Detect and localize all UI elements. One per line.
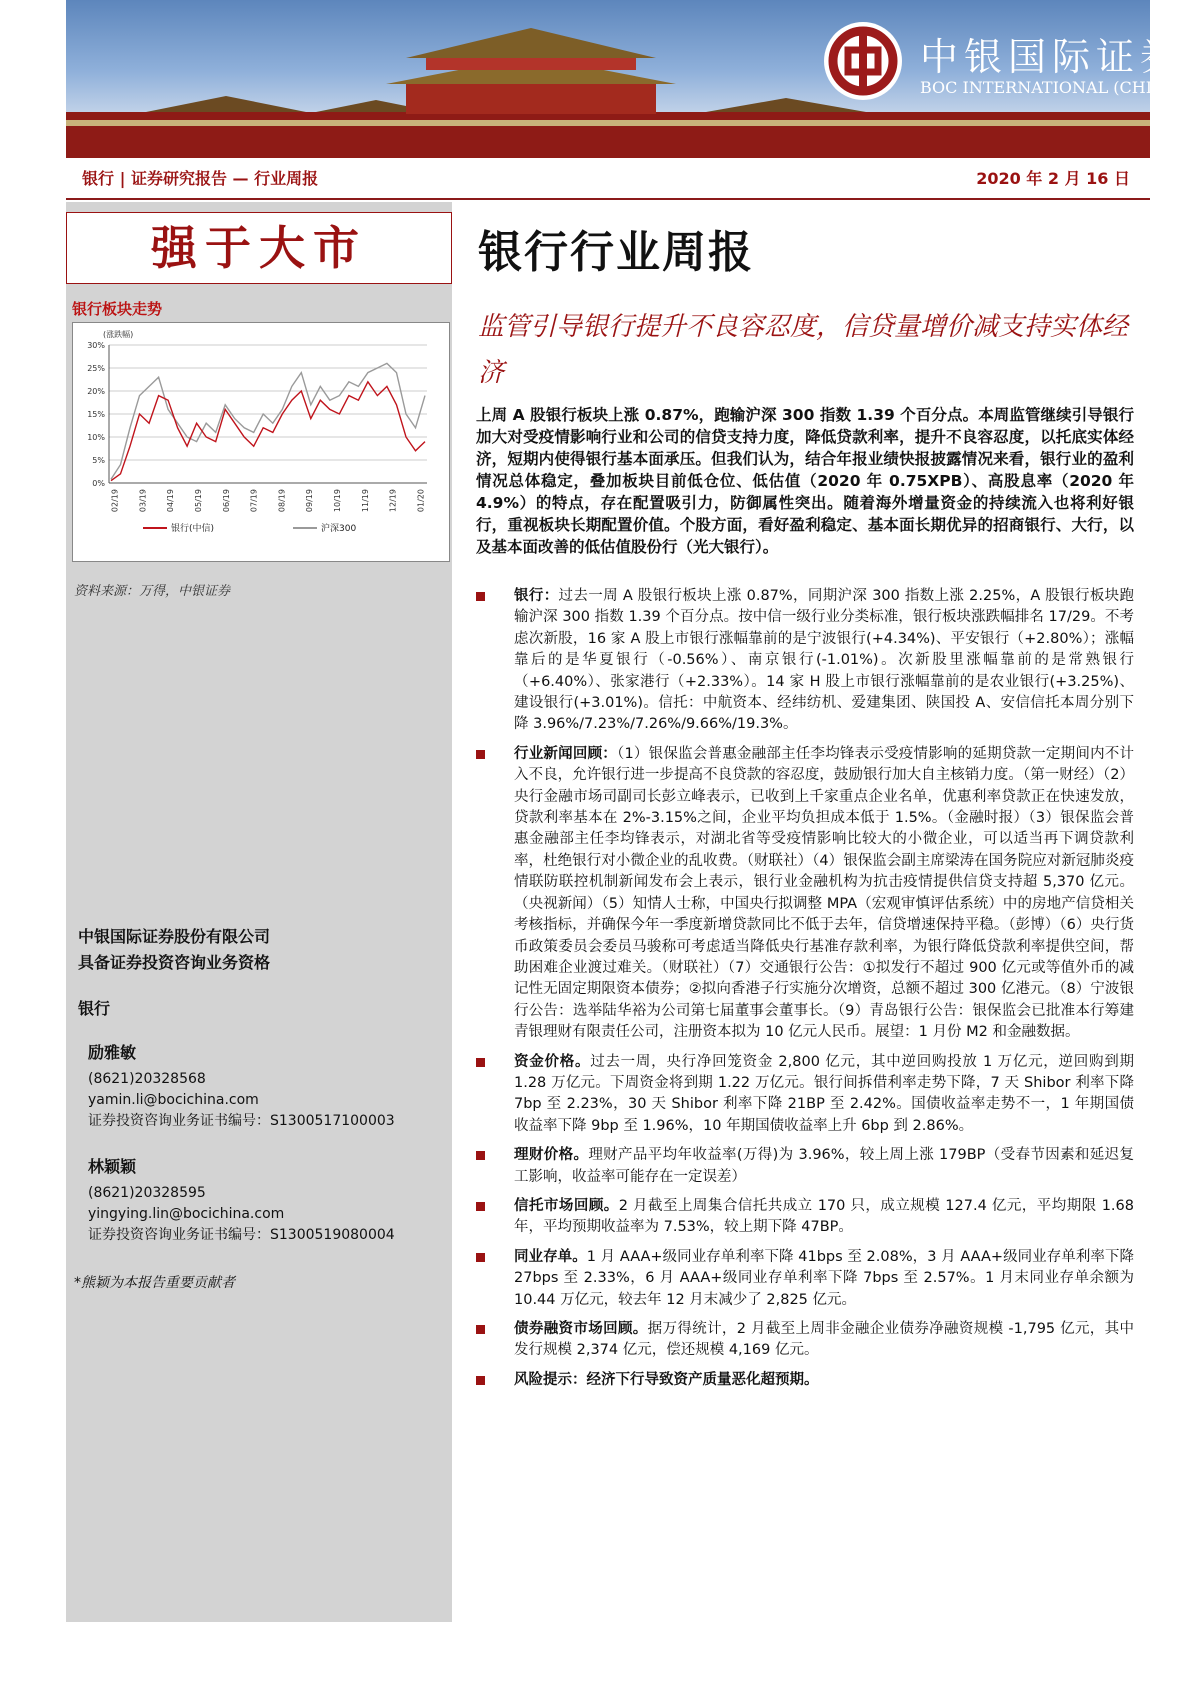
list-item (476, 1052, 1134, 1138)
analyst-cert: 证券投资咨询业务证书编号：S1300519080004 (88, 1227, 395, 1243)
bullet-text: 据万得统计，2 月截至上周非金融企业债券净融资规模 -1,795 亿元，其中发行规模 2,374 亿元，偿还规模 4,169 亿元。 (514, 1321, 1135, 1359)
bullet-text: 过去一周 A 股银行板块上涨 0.87%，同期沪深 300 指数上涨 2.25%，A 股银行板块跑输沪深 300 指数 1.39 个百分点。按中信一级行业分类标准，银行板块涨跌幅排名 17/29。不考虑次新股，16 家 A 股上市银行涨幅靠前的是宁波银行(+4.34%)、平安银行（+2.80%）；涨幅靠后的是华夏银行（-0.56%）、南京银行(-1.01%)。次新股里涨幅靠前的是常熟银行（+6.40%）、张家港行（+2.33%）。14 家 H 股上市银行涨幅靠前的是农业银行(+3.25%)、建设银行(+3.01%)。信托：中航资本、经纬纺机、爱建集团、陕国投 A、安信信托本周分别下降 3.96%/7.23%/7.26%/9.66%/19.3%。 (514, 588, 1135, 733)
x-tick-label: 09/19 (305, 489, 315, 513)
list-item (476, 1247, 1134, 1311)
chart-label: 银行板块走势 (72, 300, 163, 318)
company-logo (824, 22, 1204, 112)
rating-box: 强于大市 (66, 212, 452, 284)
y-tick-label: 20% (87, 387, 105, 396)
bullet-list (476, 586, 1134, 1399)
bullet-heading: 债券融资市场回顾。 (514, 1321, 648, 1337)
x-tick-label: 10/19 (333, 489, 343, 513)
series-line (111, 382, 425, 481)
logo-emblem-icon (824, 22, 902, 100)
report-date: 2020 年 2 月 16 日 (976, 169, 1130, 188)
header-banner (66, 0, 1185, 158)
x-tick-label: 03/19 (138, 489, 148, 513)
x-tick-label: 08/19 (277, 489, 287, 513)
report-subtitle: 监管引导银行提升不良容忍度，信贷量增价减支持实体经济 (478, 312, 1129, 388)
company-qualification: 具备证券投资咨询业务资格 (78, 953, 271, 972)
report-category: 银行 | 证券研究报告 — 行业周报 (82, 169, 319, 188)
analyst-card (88, 1156, 395, 1246)
y-tick-label: 0% (92, 479, 105, 488)
bullet-heading: 同业存单。 (514, 1248, 587, 1265)
summary-paragraph: 上周 A 股银行板块上涨 0.87%，跑输沪深 300 指数 1.39 个百分点。本周监管继续引导银行加大对受疫情影响行业和公司的信贷支持力度，降低贷款利率，提升不良容忍度，以托底实体经济，短期内使得银行基本面承压。但我们认为，结合年报业绩快报披露情况来看，银行业的盈利情况总体稳定，叠加板块目前低仓位、低估值（2020 年 0.75XPB）、高股息率（2020 年 4.9%）的特点，存在配置吸引力，防御属性突出。随着海外增量资金的持续流入也将利好银行，重视板块长期配置价值。个股方面，看好盈利稳定、基本面长期优异的招商银行、大行，以及基本面改善的低估值股份行（光大银行）。 (476, 406, 1134, 556)
x-tick-label: 12/19 (388, 489, 398, 513)
x-tick-label: 05/19 (193, 489, 203, 513)
chart-svg (73, 323, 449, 561)
bullet-heading: 银行： (514, 588, 559, 604)
report-header (66, 158, 1150, 200)
x-tick-label: 01/20 (416, 489, 426, 513)
x-tick-label: 07/19 (249, 489, 259, 513)
logo-name-cn: 中银国际证券 (920, 35, 1185, 79)
bullet-text: （1）银保监会普惠金融部主任李均锋表示受疫情影响的延期贷款一定期间内不计入不良，允许银行进一步提高不良贷款的容忍度，鼓励银行加大自主核销力度。（第一财经）（2）央行金融市场司副司长彭立峰表示，已收到上千家重点企业名单，优惠利率贷款正在快速发放，贷款利率基本在 2%-3.15%之间，企业平均负担成本低于 1.5%。（金融时报）（3）银保监会普惠金融部主任李均锋表示，对湖北省等受疫情影响比较大的小微企业，可以适当再下调贷款利率，杜绝银行对小微企业的乱收费。（财联社）（4）银保监会副主席梁涛在国务院应对新冠肺炎疫情联防联控机制新闻发布会上表示，银行业金融机构为抗击疫情提供信贷支持超 5,370 亿元。（央视新闻）（5）知情人士称，中国央行拟调整 MPA（宏观审慎评估系统）中的房地产信贷相关考核指标，并确保今年一季度新增贷款同比不低于去年，信贷增速保持平稳。（彭博）（6）央行货币政策委员会委员马骏称可考虑适当降低央行基准存款利率，为银行降低贷款利率提供空间，帮助困难企业渡过难关。（财联社）（7）交通银行公告：①拟发行不超过 900 亿元或等值外币的减记性无固定期限资本债券；②拟向香港子行实施分次增资，总额不超过 300 亿港元。（8）宁波银行公告：选举陆华裕为公司第七届董事会董事长。（9）青岛银行公告：银保监会已批准本行筹建青银理财有限责任公司，注册资本拟为 10 亿元人民币。展望：1 月份 M2 和金融数据。 (514, 745, 1135, 1041)
bullet-heading: 行业新闻回顾： (514, 745, 618, 762)
list-item (476, 1370, 1134, 1391)
company-name: 中银国际证券股份有限公司 (78, 927, 271, 946)
bullet-text: 1 月 AAA+级同业存单利率下降 41bps 至 2.08%，3 月 AAA+级同业存单利率下降 27bps 至 2.33%，6 月 AAA+级同业存单利率下降 7bps 至 2.57%。1 月末同业存单余额为 10.44 万亿元，较去年 12 月末减少了 2,825 亿元。 (514, 1248, 1134, 1308)
analyst-cert: 证券投资咨询业务证书编号：S1300517100003 (88, 1113, 395, 1129)
logo-name-en: BOC INTERNATIONAL (CHINA) (920, 78, 1184, 97)
legend-label: 沪深300 (321, 524, 357, 534)
page-title: 银行行业周报 (478, 227, 754, 278)
list-item (476, 586, 1134, 736)
y-tick-label: 25% (87, 364, 105, 373)
analyst-name: 励雅敏 (88, 1043, 137, 1062)
list-item (476, 1145, 1134, 1188)
bullet-heading: 风险提示：经济下行导致资产质量恶化超预期。 (514, 1371, 819, 1388)
chart-source: 资料来源：万得，中银证券 (74, 584, 231, 599)
analyst-email: yamin.li@bocichina.com (88, 1092, 259, 1108)
company-info (78, 924, 270, 976)
sector-label: 银行 (78, 999, 111, 1018)
bullet-text: 理财产品平均年收益率(万得)为 3.96%，较上周上涨 179BP（受春节因素和延迟复工影响，收益率可能存在一定误差） (514, 1147, 1135, 1185)
analyst-card (88, 1042, 395, 1132)
list-item (476, 744, 1134, 1044)
contributor-note: *熊颖为本报告重要贡献者 (74, 1275, 235, 1291)
x-tick-label: 06/19 (221, 489, 231, 513)
x-tick-label: 04/19 (166, 489, 176, 513)
y-tick-label: 10% (87, 433, 105, 442)
analyst-name: 林颖颖 (88, 1157, 137, 1176)
y-axis-label: (涨跌幅) (103, 330, 134, 339)
bullet-text: 2 月截至上周集合信托共成立 170 只，成立规模 127.4 亿元，平均期限 1.68 年，平均预期收益率为 7.53%，较上期下降 47BP。 (514, 1197, 1134, 1236)
bullet-heading: 资金价格。 (514, 1053, 591, 1070)
analyst-phone: (8621)20328595 (88, 1185, 206, 1201)
analyst-phone: (8621)20328568 (88, 1071, 206, 1087)
x-tick-label: 11/19 (360, 489, 370, 513)
list-item (476, 1196, 1134, 1239)
sidebar (66, 202, 452, 1622)
bullet-text: 过去一周，央行净回笼资金 2,800 亿元，其中逆回购投放 1 万亿元，逆回购到期 1.28 万亿元。下周资金将到期 1.22 万亿元。银行间拆借利率走势下降，7 天 Shibor 利率下降 7bp 至 2.23%，30 天 Shibor 利率下降 21BP 至 2.42%。国债收益率走势不一，1 年期国债收益率下降 9bp 至 1.96%，10 年期国债收益率上升 6bp 到 2.86%。 (514, 1053, 1135, 1134)
bullet-heading: 理财价格。 (514, 1147, 589, 1164)
legend-label: 银行(中信) (171, 524, 215, 534)
bullet-heading: 信托市场回顾。 (514, 1197, 619, 1214)
list-item (476, 1319, 1134, 1362)
y-tick-label: 30% (87, 341, 105, 350)
analyst-email: yingying.lin@bocichina.com (88, 1206, 285, 1222)
sector-chart (72, 322, 450, 562)
y-tick-label: 5% (92, 456, 105, 465)
y-tick-label: 15% (87, 410, 105, 419)
x-tick-label: 02/19 (110, 489, 120, 513)
series-line (111, 363, 425, 479)
